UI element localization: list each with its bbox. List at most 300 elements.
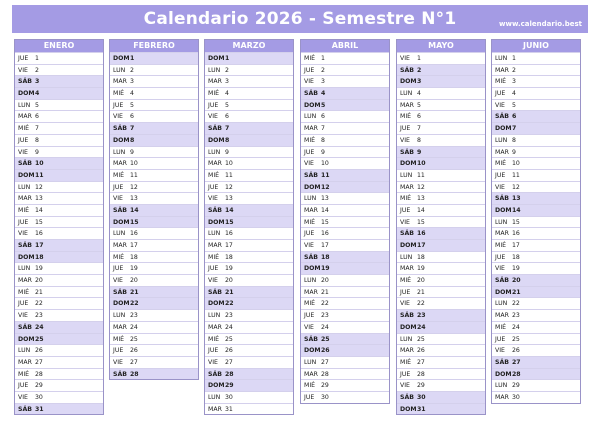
day-number: 18 <box>321 253 330 261</box>
day-row <box>205 75 293 87</box>
day-number: 30 <box>225 393 233 401</box>
day-number: 2 <box>130 66 134 74</box>
weekday-label: SÁB <box>208 125 222 133</box>
weekday-label: MAR <box>208 78 222 86</box>
weekday-label: MAR <box>208 160 222 168</box>
day-row <box>492 122 580 134</box>
day-row <box>205 216 293 228</box>
day-row <box>205 87 293 99</box>
weekday-label: VIE <box>400 382 410 390</box>
weekday-label: DOM <box>208 218 225 226</box>
weekday-label: MAR <box>304 370 318 378</box>
weekday-label: VIE <box>304 242 314 249</box>
day-number: 1 <box>35 55 39 62</box>
day-number: 29 <box>321 382 329 390</box>
weekday-label: JUE <box>495 171 506 179</box>
weekday-label: MIÉ <box>18 370 30 378</box>
day-row <box>492 75 580 87</box>
weekday-label: JUE <box>18 218 29 226</box>
day-row <box>110 227 198 239</box>
day-row <box>15 227 103 239</box>
day-row <box>397 356 485 368</box>
weekday-label: JUE <box>208 183 219 191</box>
day-row <box>301 356 389 368</box>
weekday-label: MAR <box>495 230 509 238</box>
day-number: 6 <box>35 113 39 121</box>
day-number: 5 <box>225 101 229 109</box>
day-row <box>301 99 389 111</box>
weekday-label: MAR <box>495 66 509 74</box>
day-row <box>397 321 485 333</box>
day-number: 13 <box>130 195 138 203</box>
day-number: 22 <box>417 300 425 308</box>
weekday-label: MIÉ <box>208 171 220 179</box>
weekday-label: JUE <box>18 382 29 390</box>
month-column <box>491 39 581 404</box>
day-row <box>110 274 198 286</box>
day-row <box>492 251 580 263</box>
weekday-label: DOM <box>113 300 130 308</box>
day-number: 27 <box>321 358 329 366</box>
day-number: 10 <box>417 160 426 168</box>
day-row <box>301 216 389 228</box>
day-row <box>15 403 103 415</box>
day-row <box>492 146 580 158</box>
day-row <box>205 99 293 111</box>
day-row <box>15 110 103 122</box>
day-row <box>205 110 293 122</box>
weekday-label: MAR <box>304 125 318 133</box>
day-number: 21 <box>35 288 43 296</box>
day-row <box>301 344 389 356</box>
weekday-label: MIÉ <box>208 90 220 98</box>
weekday-label: MAR <box>18 113 32 121</box>
day-number: 7 <box>35 125 39 133</box>
weekday-label: VIE <box>208 277 218 285</box>
weekday-label: MIÉ <box>495 160 507 168</box>
weekday-label: LUN <box>208 66 221 74</box>
day-row <box>15 379 103 391</box>
day-row <box>397 262 485 274</box>
day-number: 18 <box>417 253 425 261</box>
day-number: 17 <box>225 242 233 249</box>
day-number: 14 <box>417 206 425 214</box>
day-row <box>301 192 389 204</box>
weekday-label: VIE <box>208 358 218 366</box>
weekday-label: SÁB <box>208 206 222 214</box>
day-row <box>397 309 485 321</box>
weekday-label: LUN <box>18 265 31 273</box>
weekday-label: JUE <box>400 370 411 378</box>
weekday-label: SÁB <box>495 358 509 366</box>
day-row <box>205 391 293 403</box>
month-header: JUNIO <box>492 40 580 52</box>
day-number: 9 <box>512 148 516 156</box>
day-number: 18 <box>130 253 138 261</box>
day-number: 6 <box>225 113 229 121</box>
weekday-label: LUN <box>304 113 317 121</box>
day-row <box>205 227 293 239</box>
day-row <box>15 333 103 345</box>
weekday-label: SÁB <box>208 288 222 296</box>
day-row <box>205 321 293 333</box>
day-number: 24 <box>321 323 329 331</box>
day-row <box>492 181 580 193</box>
day-number: 16 <box>417 230 426 238</box>
weekday-label: MIÉ <box>495 323 507 331</box>
weekday-label: SÁB <box>304 171 318 179</box>
month-column <box>109 39 199 380</box>
day-row <box>301 110 389 122</box>
day-row <box>397 344 485 356</box>
weekday-label: VIE <box>495 101 505 109</box>
weekday-label: DOM <box>208 300 225 308</box>
weekday-label: JUE <box>18 136 29 144</box>
day-row <box>397 192 485 204</box>
day-row <box>492 216 580 228</box>
day-number: 16 <box>225 230 233 238</box>
day-row <box>110 157 198 169</box>
day-number: 14 <box>321 206 329 214</box>
day-number: 8 <box>512 136 516 144</box>
day-row <box>492 356 580 368</box>
day-number: 31 <box>35 405 44 413</box>
day-number: 22 <box>321 300 329 308</box>
day-row <box>397 274 485 286</box>
weekday-label: SÁB <box>18 160 32 168</box>
day-number: 17 <box>130 242 138 249</box>
day-number: 29 <box>512 382 520 390</box>
day-number: 6 <box>130 113 134 121</box>
day-number: 14 <box>512 206 521 214</box>
day-row <box>15 216 103 228</box>
weekday-label: DOM <box>495 125 512 133</box>
day-row <box>397 87 485 99</box>
day-number: 4 <box>321 90 326 98</box>
weekday-label: DOM <box>18 253 35 261</box>
day-number: 20 <box>225 277 233 285</box>
weekday-label: VIE <box>18 393 28 401</box>
weekday-label: DOM <box>113 55 130 62</box>
day-row <box>15 391 103 403</box>
day-number: 25 <box>321 335 330 343</box>
day-number: 12 <box>417 183 425 191</box>
weekday-label: VIE <box>304 323 314 331</box>
day-row <box>397 286 485 298</box>
day-number: 13 <box>417 195 425 203</box>
day-row <box>397 227 485 239</box>
day-row <box>15 262 103 274</box>
day-row <box>301 146 389 158</box>
weekday-label: MAR <box>304 288 318 296</box>
day-row <box>205 181 293 193</box>
weekday-label: JUE <box>208 265 219 273</box>
day-row <box>15 52 103 64</box>
day-number: 15 <box>321 218 329 226</box>
day-row <box>110 110 198 122</box>
weekday-label: VIE <box>304 78 314 86</box>
weekday-label: MAR <box>113 160 127 168</box>
day-row <box>110 297 198 309</box>
weekday-label: SÁB <box>495 277 509 285</box>
weekday-label: DOM <box>400 405 417 413</box>
day-number: 24 <box>225 323 233 331</box>
day-number: 5 <box>417 101 421 109</box>
weekday-label: MAR <box>400 183 414 191</box>
day-row <box>301 75 389 87</box>
day-number: 19 <box>512 265 520 273</box>
day-row <box>205 274 293 286</box>
weekday-label: SÁB <box>113 206 127 214</box>
website-label: www.calendario.best <box>499 20 582 28</box>
weekday-label: VIE <box>495 265 505 273</box>
day-number: 7 <box>512 125 517 133</box>
weekday-label: JUE <box>18 300 29 308</box>
weekday-label: MAR <box>304 206 318 214</box>
day-row <box>301 239 389 251</box>
day-number: 24 <box>417 323 426 331</box>
day-number: 12 <box>35 183 43 191</box>
day-row <box>397 75 485 87</box>
weekday-label: LUN <box>400 90 413 98</box>
weekday-label: SÁB <box>113 125 127 133</box>
day-row <box>205 333 293 345</box>
day-number: 4 <box>35 90 40 98</box>
day-row <box>492 99 580 111</box>
day-number: 26 <box>35 347 43 355</box>
weekday-label: MAR <box>18 195 32 203</box>
day-row <box>301 157 389 169</box>
weekday-label: SÁB <box>18 242 32 249</box>
weekday-label: LUN <box>113 148 126 156</box>
day-row <box>205 403 293 415</box>
day-number: 22 <box>512 300 520 308</box>
day-row <box>397 169 485 181</box>
day-number: 11 <box>130 171 138 179</box>
day-number: 14 <box>225 206 234 214</box>
day-number: 19 <box>417 265 425 273</box>
month-column <box>14 39 104 415</box>
weekday-label: LUN <box>208 312 221 320</box>
day-number: 15 <box>35 218 43 226</box>
weekday-label: VIE <box>113 113 123 121</box>
day-row <box>110 309 198 321</box>
day-number: 27 <box>512 358 521 366</box>
day-number: 19 <box>225 265 233 273</box>
day-number: 10 <box>512 160 520 168</box>
day-row <box>492 344 580 356</box>
weekday-label: DOM <box>208 382 225 390</box>
day-row <box>15 169 103 181</box>
weekday-label: MAR <box>113 323 127 331</box>
day-row <box>205 157 293 169</box>
day-row <box>110 368 198 380</box>
day-number: 2 <box>512 66 516 74</box>
weekday-label: SÁB <box>304 253 318 261</box>
day-number: 29 <box>417 382 425 390</box>
weekday-label: SÁB <box>400 66 414 74</box>
day-number: 29 <box>225 382 234 390</box>
weekday-label: MIÉ <box>113 90 125 98</box>
weekday-label: MAR <box>400 101 414 109</box>
weekday-label: MAR <box>495 393 509 401</box>
day-row <box>15 192 103 204</box>
weekday-label: VIE <box>18 66 28 74</box>
day-number: 16 <box>35 230 43 238</box>
day-row <box>397 379 485 391</box>
weekday-label: MIÉ <box>113 335 125 343</box>
weekday-label: DOM <box>400 160 417 168</box>
day-number: 25 <box>35 335 44 343</box>
day-row <box>301 227 389 239</box>
weekday-label: SÁB <box>304 90 318 98</box>
weekday-label: LUN <box>400 253 413 261</box>
day-number: 8 <box>321 136 325 144</box>
day-number: 22 <box>130 300 139 308</box>
day-row <box>15 75 103 87</box>
weekday-label: LUN <box>113 66 126 74</box>
day-row <box>15 146 103 158</box>
day-row <box>397 239 485 251</box>
day-number: 26 <box>512 347 520 355</box>
weekday-label: MIÉ <box>495 78 507 86</box>
day-number: 20 <box>130 277 138 285</box>
day-row <box>397 391 485 403</box>
day-number: 29 <box>35 382 43 390</box>
day-row <box>397 216 485 228</box>
day-number: 19 <box>130 265 138 273</box>
day-row <box>110 333 198 345</box>
weekday-label: SÁB <box>113 370 127 378</box>
weekday-label: JUE <box>113 347 124 355</box>
day-number: 15 <box>512 218 520 226</box>
day-number: 4 <box>130 90 134 98</box>
day-row <box>15 64 103 76</box>
day-number: 20 <box>417 277 425 285</box>
weekday-label: MAR <box>495 148 509 156</box>
day-number: 27 <box>225 358 233 366</box>
day-row <box>110 192 198 204</box>
day-number: 30 <box>512 393 520 401</box>
day-row <box>15 297 103 309</box>
day-number: 18 <box>225 253 233 261</box>
day-number: 2 <box>417 66 422 74</box>
day-row <box>397 403 485 415</box>
weekday-label: MAR <box>208 242 222 249</box>
weekday-label: LUN <box>18 183 31 191</box>
day-number: 17 <box>417 242 426 249</box>
day-number: 19 <box>321 265 330 273</box>
day-number: 12 <box>512 183 520 191</box>
day-row <box>205 368 293 380</box>
day-row <box>301 368 389 380</box>
weekday-label: MAR <box>208 405 222 413</box>
day-number: 25 <box>512 335 520 343</box>
day-number: 25 <box>225 335 233 343</box>
weekday-label: JUE <box>304 148 315 156</box>
day-number: 3 <box>321 78 325 86</box>
day-row <box>205 297 293 309</box>
day-number: 13 <box>225 195 233 203</box>
day-row <box>205 286 293 298</box>
day-number: 15 <box>417 218 425 226</box>
day-number: 11 <box>417 171 425 179</box>
weekday-label: VIE <box>304 160 314 168</box>
day-row <box>110 52 198 64</box>
weekday-label: MIÉ <box>400 113 412 121</box>
day-row <box>301 181 389 193</box>
weekday-label: MAR <box>18 277 32 285</box>
day-number: 15 <box>225 218 234 226</box>
weekday-label: JUE <box>495 335 506 343</box>
day-number: 26 <box>130 347 138 355</box>
weekday-label: LUN <box>113 312 126 320</box>
weekday-label: DOM <box>18 90 35 98</box>
day-number: 14 <box>130 206 139 214</box>
day-row <box>205 122 293 134</box>
day-number: 7 <box>321 125 325 133</box>
day-row <box>110 122 198 134</box>
day-number: 24 <box>512 323 520 331</box>
day-row <box>492 157 580 169</box>
day-row <box>301 87 389 99</box>
weekday-label: DOM <box>304 101 321 109</box>
weekday-label: VIE <box>208 113 218 121</box>
day-number: 5 <box>512 101 516 109</box>
day-row <box>492 262 580 274</box>
day-row <box>110 75 198 87</box>
weekday-label: MIÉ <box>113 253 125 261</box>
day-number: 28 <box>35 370 43 378</box>
day-number: 27 <box>35 358 43 366</box>
weekday-label: SÁB <box>113 288 127 296</box>
weekday-label: VIE <box>400 300 410 308</box>
weekday-label: SÁB <box>18 323 32 331</box>
day-row <box>492 297 580 309</box>
day-row <box>397 146 485 158</box>
weekday-label: MAR <box>113 78 127 86</box>
day-number: 30 <box>321 393 329 401</box>
day-number: 26 <box>417 347 425 355</box>
day-number: 20 <box>321 277 329 285</box>
day-number: 12 <box>321 183 330 191</box>
day-row <box>205 192 293 204</box>
day-number: 7 <box>225 125 230 133</box>
weekday-label: MIÉ <box>304 136 316 144</box>
weekday-label: LUN <box>495 136 508 144</box>
weekday-label: SÁB <box>18 405 32 413</box>
day-row <box>110 356 198 368</box>
day-number: 1 <box>512 55 516 62</box>
weekday-label: DOM <box>400 323 417 331</box>
day-row <box>492 134 580 146</box>
weekday-label: VIE <box>113 277 123 285</box>
day-number: 3 <box>225 78 229 86</box>
day-row <box>301 309 389 321</box>
day-row <box>110 169 198 181</box>
day-row <box>397 110 485 122</box>
day-row <box>110 251 198 263</box>
day-row <box>492 192 580 204</box>
month-header: ABRIL <box>301 40 389 52</box>
weekday-label: MIÉ <box>208 253 220 261</box>
day-row <box>205 379 293 391</box>
day-number: 4 <box>225 90 229 98</box>
weekday-label: SÁB <box>495 113 509 121</box>
day-number: 5 <box>130 101 134 109</box>
weekday-label: JUE <box>304 312 315 320</box>
weekday-label: MIÉ <box>18 288 30 296</box>
